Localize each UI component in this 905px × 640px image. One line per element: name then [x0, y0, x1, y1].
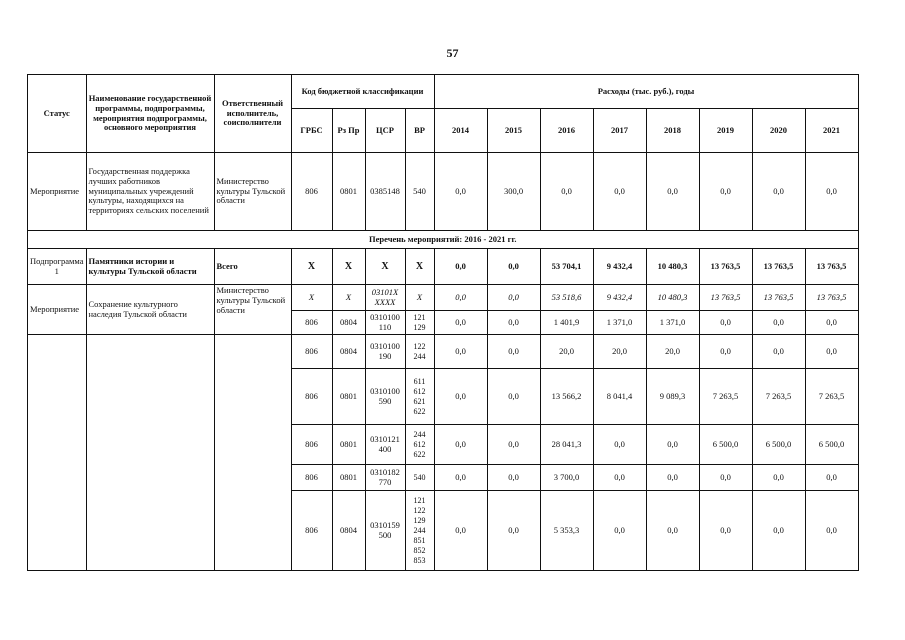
cell-value: 0,0 — [487, 425, 540, 465]
cell-status: Мероприятие — [28, 153, 87, 231]
cell-value: 0,0 — [487, 369, 540, 425]
cell-value: 0,0 — [752, 153, 805, 231]
cell-rzpr: 0801 — [332, 369, 365, 425]
cell-value: 0,0 — [487, 465, 540, 491]
cell-value: 0,0 — [805, 153, 858, 231]
cell-vr: 121 122 129 244 851 852 853 — [405, 491, 434, 571]
cell-value: 0,0 — [593, 153, 646, 231]
cell-value: 0,0 — [487, 311, 540, 335]
cell-grbs: X — [291, 249, 332, 285]
cell-value: 7 263,5 — [752, 369, 805, 425]
cell-value: 0,0 — [699, 335, 752, 369]
empty-cell — [214, 335, 291, 571]
cell-vr: 540 — [405, 153, 434, 231]
header-year: 2015 — [487, 109, 540, 153]
cell-value: 6 500,0 — [699, 425, 752, 465]
cell-value: 8 041,4 — [593, 369, 646, 425]
cell-csr: 0310100 110 — [365, 311, 405, 335]
cell-rzpr: X — [332, 285, 365, 311]
cell-value: 6 500,0 — [805, 425, 858, 465]
cell-value: 7 263,5 — [805, 369, 858, 425]
cell-value: 10 480,3 — [646, 285, 699, 311]
budget-table — [27, 74, 859, 571]
cell-value: 13 763,5 — [699, 249, 752, 285]
cell-rzpr: 0804 — [332, 491, 365, 571]
cell-vr: 540 — [405, 465, 434, 491]
cell-executor: Министерство культуры Тульской области — [214, 285, 291, 335]
header-year: 2021 — [805, 109, 858, 153]
cell-value: 0,0 — [699, 311, 752, 335]
cell-csr: 0310159 500 — [365, 491, 405, 571]
page-number: 57 — [446, 46, 459, 60]
cell-value: 0,0 — [434, 465, 487, 491]
cell-vr: 121 129 — [405, 311, 434, 335]
cell-value: 0,0 — [752, 335, 805, 369]
cell-value: 53 518,6 — [540, 285, 593, 311]
header-name: Наименование государственной программы, подпрограммы, мероприятия подпрограммы, основного мероприятия — [86, 75, 214, 153]
table-row — [28, 335, 859, 369]
cell-value: 1 371,0 — [646, 311, 699, 335]
header-csr: ЦСР — [365, 109, 405, 153]
empty-cell — [28, 335, 87, 571]
cell-rzpr: 0801 — [332, 465, 365, 491]
cell-csr: 0385148 — [365, 153, 405, 231]
cell-value: 0,0 — [805, 335, 858, 369]
cell-rzpr: X — [332, 249, 365, 285]
cell-value: 0,0 — [487, 249, 540, 285]
cell-status: Мероприятие — [28, 285, 87, 335]
cell-value: 1 401,9 — [540, 311, 593, 335]
cell-name: Сохранение культурного наследия Тульской области — [86, 285, 214, 335]
cell-csr: 0310121 400 — [365, 425, 405, 465]
cell-value: 0,0 — [699, 153, 752, 231]
header-grbs: ГРБС — [291, 109, 332, 153]
cell-value: 0,0 — [434, 153, 487, 231]
cell-value: 13 763,5 — [805, 285, 858, 311]
cell-value: 0,0 — [699, 465, 752, 491]
cell-value: 0,0 — [487, 335, 540, 369]
cell-value: 0,0 — [487, 491, 540, 571]
cell-value: 9 432,4 — [593, 249, 646, 285]
cell-value: 20,0 — [593, 335, 646, 369]
cell-value: 0,0 — [434, 491, 487, 571]
cell-vr: 244 612 622 — [405, 425, 434, 465]
cell-vr: X — [405, 285, 434, 311]
cell-rzpr: 0801 — [332, 153, 365, 231]
cell-csr: 0310182 770 — [365, 465, 405, 491]
cell-value: 1 371,0 — [593, 311, 646, 335]
cell-executor: Всего — [214, 249, 291, 285]
cell-value: 28 041,3 — [540, 425, 593, 465]
cell-grbs: X — [291, 285, 332, 311]
cell-csr: X — [365, 249, 405, 285]
cell-executor: Министерство культуры Тульской области — [214, 153, 291, 231]
cell-value: 9 089,3 — [646, 369, 699, 425]
cell-grbs: 806 — [291, 369, 332, 425]
cell-value: 13 763,5 — [752, 249, 805, 285]
cell-rzpr: 0804 — [332, 311, 365, 335]
cell-value: 0,0 — [434, 249, 487, 285]
cell-status: Подпрограмма 1 — [28, 249, 87, 285]
cell-value: 0,0 — [699, 491, 752, 571]
cell-value: 0,0 — [434, 335, 487, 369]
cell-value: 0,0 — [434, 425, 487, 465]
header-rzpr: Рз Пр — [332, 109, 365, 153]
cell-value: 5 353,3 — [540, 491, 593, 571]
cell-value: 6 500,0 — [752, 425, 805, 465]
cell-csr: 0310100 590 — [365, 369, 405, 425]
cell-grbs: 806 — [291, 311, 332, 335]
cell-value: 9 432,4 — [593, 285, 646, 311]
cell-value: 7 263,5 — [699, 369, 752, 425]
cell-value: 0,0 — [540, 153, 593, 231]
cell-grbs: 806 — [291, 491, 332, 571]
table-row — [28, 285, 859, 311]
cell-rzpr: 0801 — [332, 425, 365, 465]
cell-value: 0,0 — [805, 491, 858, 571]
cell-name: Государственная поддержка лучших работников муниципальных учреждений культуры, находящихся на территориях сельских поселений — [86, 153, 214, 231]
header-executor: Ответственный исполнитель, соисполнители — [214, 75, 291, 153]
cell-value: 0,0 — [593, 425, 646, 465]
cell-grbs: 806 — [291, 425, 332, 465]
table-row — [28, 249, 859, 285]
cell-value: 0,0 — [646, 491, 699, 571]
header-year: 2019 — [699, 109, 752, 153]
cell-value: 0,0 — [752, 311, 805, 335]
cell-grbs: 806 — [291, 153, 332, 231]
table-row — [28, 153, 859, 231]
cell-value: 3 700,0 — [540, 465, 593, 491]
cell-value: 20,0 — [646, 335, 699, 369]
cell-value: 13 763,5 — [699, 285, 752, 311]
cell-value: 20,0 — [540, 335, 593, 369]
section-title: Перечень мероприятий: 2016 - 2021 гг. — [28, 231, 859, 249]
cell-value: 300,0 — [487, 153, 540, 231]
cell-rzpr: 0804 — [332, 335, 365, 369]
cell-value: 0,0 — [646, 425, 699, 465]
cell-value: 0,0 — [752, 465, 805, 491]
cell-value: 53 704,1 — [540, 249, 593, 285]
cell-value: 0,0 — [434, 369, 487, 425]
cell-vr: 611 612 621 622 — [405, 369, 434, 425]
cell-vr: 122 244 — [405, 335, 434, 369]
cell-vr: X — [405, 249, 434, 285]
header-vr: ВР — [405, 109, 434, 153]
cell-value: 13 763,5 — [752, 285, 805, 311]
header-year: 2017 — [593, 109, 646, 153]
cell-value: 0,0 — [434, 311, 487, 335]
cell-grbs: 806 — [291, 335, 332, 369]
header-status: Статус — [28, 75, 87, 153]
cell-value: 13 763,5 — [805, 249, 858, 285]
cell-name: Памятники истории и культуры Тульской области — [86, 249, 214, 285]
cell-csr: 0310100 190 — [365, 335, 405, 369]
header-year: 2016 — [540, 109, 593, 153]
cell-grbs: 806 — [291, 465, 332, 491]
cell-value: 0,0 — [805, 465, 858, 491]
empty-cell — [86, 335, 214, 571]
cell-csr: 03101X XXXX — [365, 285, 405, 311]
cell-value: 0,0 — [593, 465, 646, 491]
header-year: 2020 — [752, 109, 805, 153]
cell-value: 0,0 — [752, 491, 805, 571]
header-budget-code: Код бюджетной классификации — [291, 75, 434, 109]
cell-value: 13 566,2 — [540, 369, 593, 425]
cell-value: 0,0 — [487, 285, 540, 311]
header-year: 2018 — [646, 109, 699, 153]
header-expenses: Расходы (тыс. руб.), годы — [434, 75, 858, 109]
cell-value: 0,0 — [805, 311, 858, 335]
cell-value: 10 480,3 — [646, 249, 699, 285]
header-year: 2014 — [434, 109, 487, 153]
cell-value: 0,0 — [434, 285, 487, 311]
cell-value: 0,0 — [646, 465, 699, 491]
cell-value: 0,0 — [646, 153, 699, 231]
cell-value: 0,0 — [593, 491, 646, 571]
